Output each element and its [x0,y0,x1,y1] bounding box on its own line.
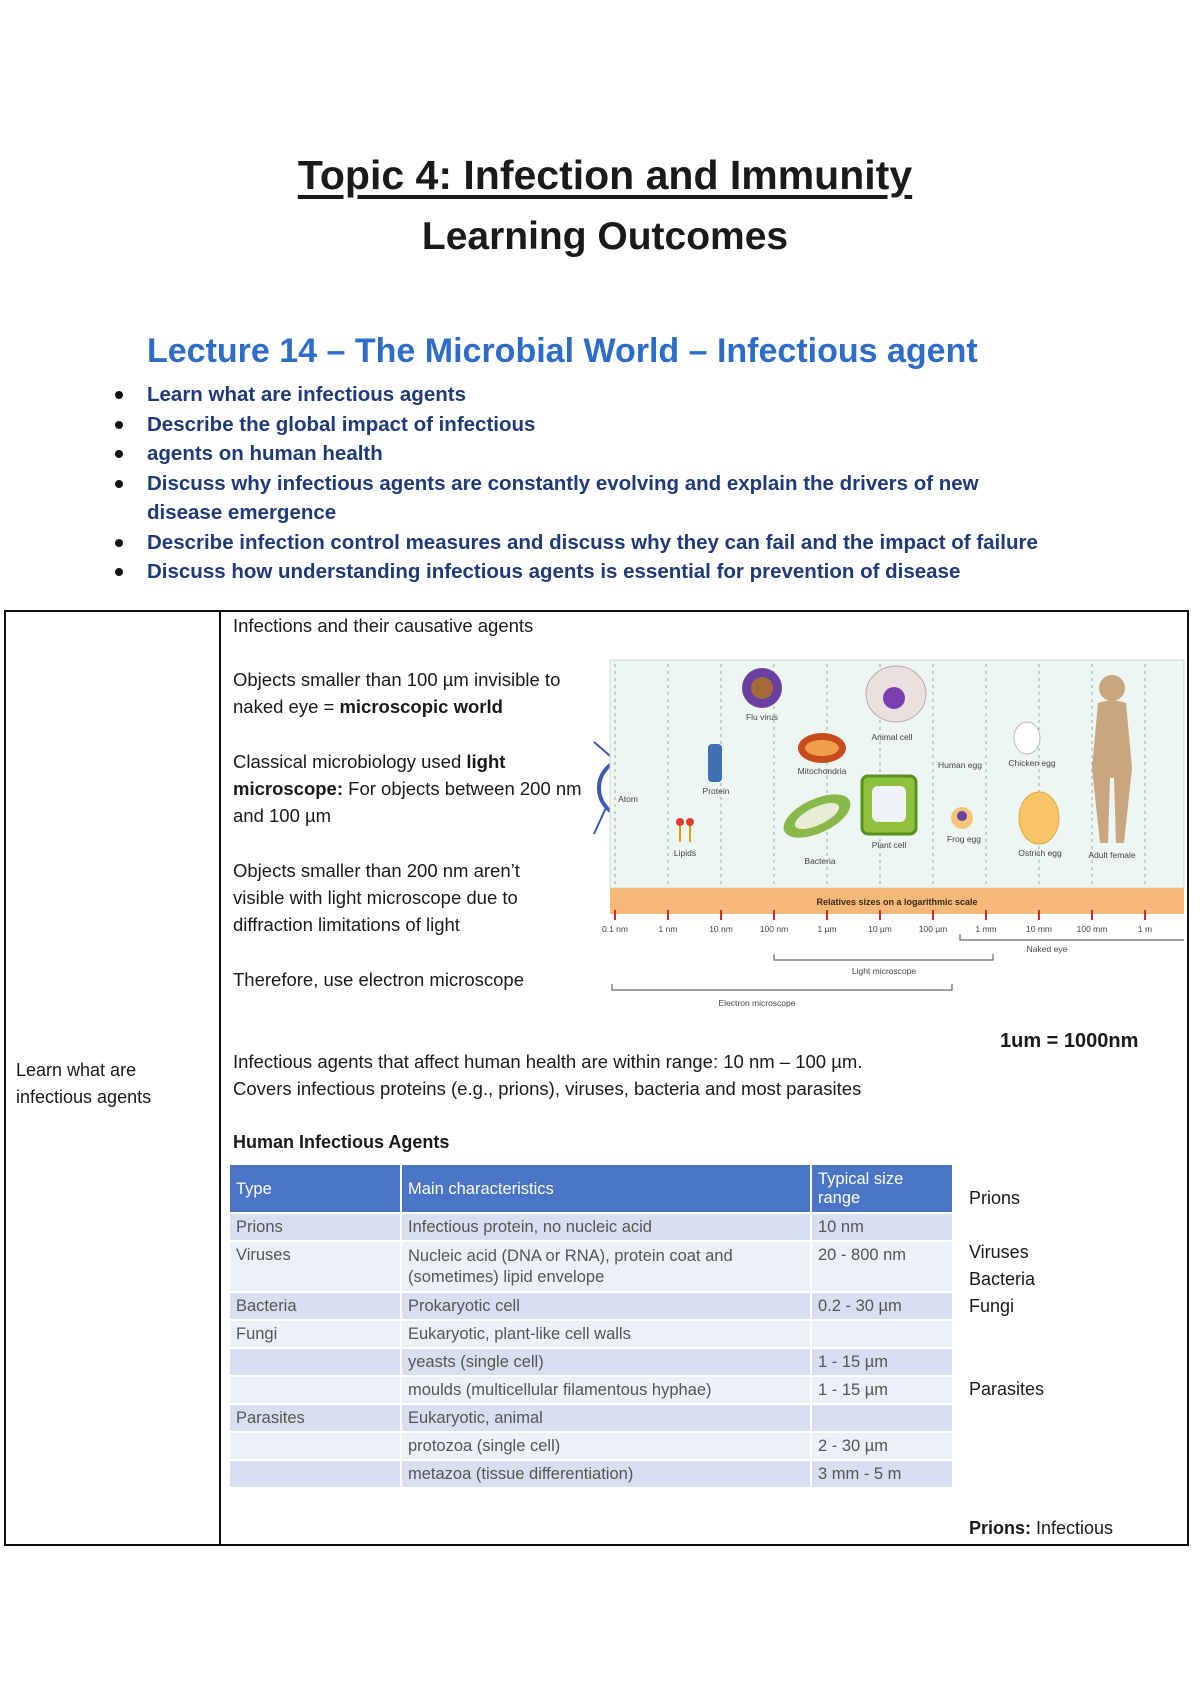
frog-egg-icon [951,807,973,829]
unit-conversion-note: 1um = 1000nm [1000,1030,1139,1052]
protein-icon [708,744,722,782]
outcome-item: Discuss how understanding infectious agents is essential for prevention of disease [147,557,1087,587]
column-divider [219,610,221,1546]
plant-cell-icon [862,776,916,834]
paragraph-light-microscope: Classical microbiology used light microscope: For objects between 200 nm and 100 µm [233,751,582,826]
table-row: yeasts (single cell) 1 - 15 µm [230,1348,953,1376]
table-row: Bacteria Prokaryotic cell 0.2 - 30 µm [230,1292,953,1320]
tick-label: 100 µm [918,924,948,934]
table-row: Viruses Nucleic acid (DNA or RNA), protein coat and (sometimes) lipid envelope 20 - 800 nm [230,1241,953,1292]
table-row: metazoa (tissue differentiation) 3 mm - 5 m [230,1460,953,1487]
light-microscope-label: Light microscope [851,966,917,976]
table-header-row [230,1165,953,1213]
bullet-icon [115,391,123,399]
label-animal-cell: Animal cell [871,732,913,742]
tick-label: 10 mm [1026,924,1052,934]
tick-label: 100 mm [1076,924,1108,934]
side-note-prions: Prions [969,1188,1021,1208]
tick-label: 100 nm [759,924,789,934]
learning-outcomes-list [147,380,1087,587]
tick-label: 1 nm [658,924,678,934]
size-scale-illustration [592,658,1188,1026]
row-label: Learn what are infectious agents [16,1060,152,1107]
electron-microscope-label: Electron microscope [718,998,796,1008]
bullet-icon [115,450,123,458]
label-lipids: Lipids [673,848,697,858]
outcome-item: Learn what are infectious agents [147,380,1087,410]
column-header-characteristics: Main characteristics [401,1165,811,1213]
chicken-egg-icon [1014,722,1040,754]
outcome-item: Describe infection control measures and discuss why they can fail and the impact of failure [147,528,1087,558]
table-title: Human Infectious Agents [233,1132,450,1152]
table-row: Fungi Eukaryotic, plant-like cell walls [230,1320,953,1348]
column-header-type: Type [230,1165,401,1213]
side-note-viruses: Viruses [969,1242,1029,1262]
side-note-bacteria: Bacteria [969,1269,1036,1289]
table-row: protozoa (single cell) 2 - 30 µm [230,1432,953,1460]
outcome-item: Discuss why infectious agents are constantly evolving and explain the drivers of new disease emergence [147,469,1027,528]
table-row: moulds (multicellular filamentous hyphae) 1 - 15 µm [230,1376,953,1404]
side-note-fungi: Fungi [969,1296,1015,1316]
paragraph-diffraction: Objects smaller than 200 nm aren’t visible with light microscope due to diffraction limitations of light [233,860,520,935]
page-title: Topic 4: Infection and Immunity [297,152,913,198]
tick-label: 0.1 nm [602,924,628,934]
column-header-size-range: Typical size range [811,1165,953,1213]
intro-text: Infections and their causative agents [233,615,534,636]
infectious-agents-table [230,1165,954,1487]
page-subtitle: Learning Outcomes [421,215,789,258]
bullet-icon [115,568,123,576]
table-row: Prions Infectious protein, no nucleic acid 10 nm [230,1213,953,1241]
table-row: Parasites Eukaryotic, animal [230,1404,953,1432]
label-bacteria: Bacteria [804,856,836,866]
label-flu-virus: Flu virus [745,712,779,722]
tick-label: 1 µm [817,924,837,934]
tick-label: 1 m [1137,924,1153,934]
log-scale-title: Relatives sizes on a logarithmic scale [816,897,978,907]
flu-virus-icon [742,668,782,708]
outcome-item: Describe the global impact of infectious [147,410,1087,440]
animal-cell-icon [866,666,926,722]
label-human-egg: Human egg [938,760,982,770]
paragraph-microscopic-world: Objects smaller than 100 µm invisible to naked eye = microscopic world [233,669,561,717]
range-line-2: Covers infectious proteins (e.g., prions), viruses, bacteria and most parasites [233,1078,862,1099]
outcome-item: agents on human health [147,439,1087,469]
ostrich-egg-icon [1019,792,1059,844]
tick-label: 1 mm [975,924,997,934]
side-note-parasites: Parasites [969,1379,1045,1399]
label-chicken-egg: Chicken egg [1008,758,1056,768]
tick-label: 10 µm [868,924,892,934]
bullet-icon [115,539,123,547]
label-protein: Protein [702,786,730,796]
range-line-1: Infectious agents that affect human health are within range: 10 nm – 100 µm. [233,1051,863,1072]
label-adult-female: Adult female [1088,850,1136,860]
bullet-icon [115,480,123,488]
label-atom: Atom [618,794,638,804]
lecture-heading: Lecture 14 – The Microbial World – Infectious agent [147,332,978,370]
mitochondria-icon [798,733,846,763]
naked-eye-label: Naked eye [1026,944,1068,954]
paragraph-electron-microscope: Therefore, use electron microscope [233,969,524,990]
label-ostrich-egg: Ostrich egg [1018,848,1062,858]
label-mitochondria: Mitochondria [797,766,847,776]
bullet-icon [115,421,123,429]
tick-label: 10 nm [709,924,733,934]
label-plant-cell: Plant cell [871,840,907,850]
size-scale-figure [592,658,1188,1026]
side-note-prions-definition: Prions: Infectious [969,1518,1114,1538]
label-frog-egg: Frog egg [946,834,982,844]
